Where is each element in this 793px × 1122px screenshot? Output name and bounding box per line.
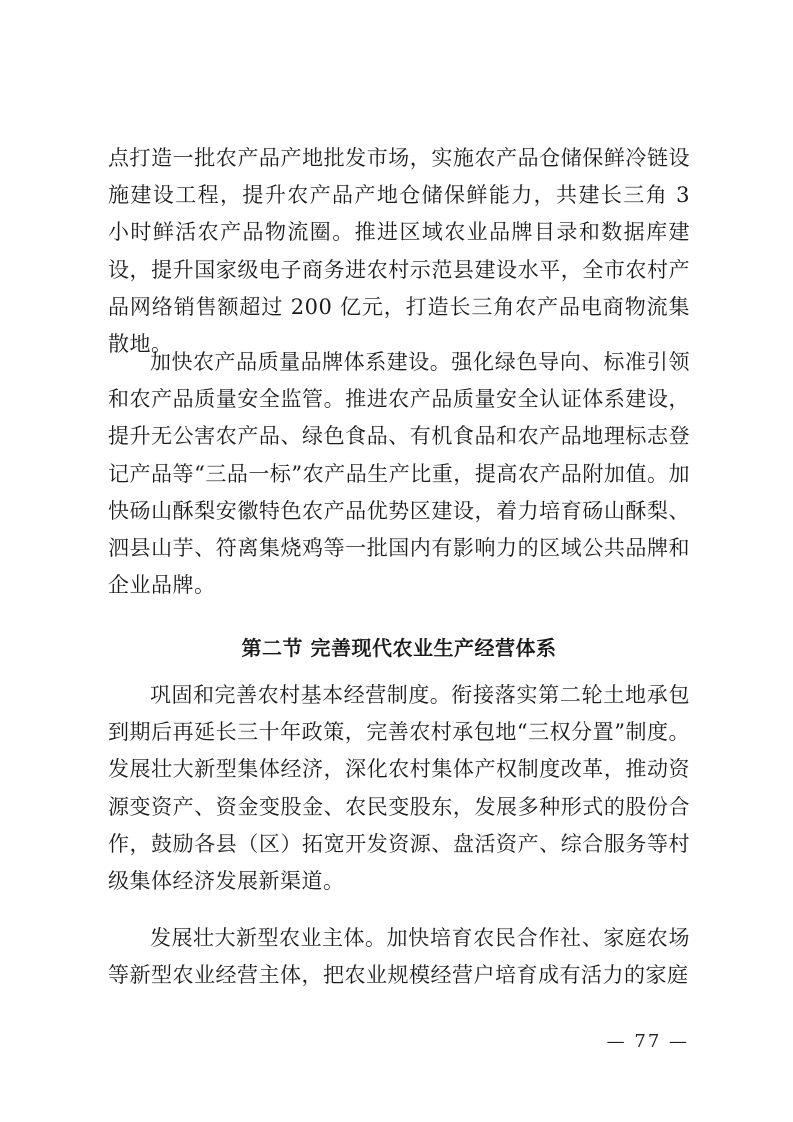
paragraph-4 bbox=[108, 920, 690, 994]
section-heading: 第二节 完善现代农业生产经营体系 bbox=[241, 636, 557, 660]
paragraph-text: 点打造一批农产品产地批发市场，实施农产品仓储保鲜冷链设施建设工程，提升农产品产地仓储保鲜能力，共建长三角 3 小时鲜活农产品物流圈。推进区域农业品牌目录和数据库建设，提升国家级电子商务进农村示范县建设水平，全市农村产品网络销售额超过 200 亿元，打造长三角农产品电商物流集散地。 bbox=[108, 146, 690, 357]
paragraph-1 bbox=[108, 140, 690, 363]
paragraph-text: 加快培育农民合作社、家庭农场等新型农业经营主体，把农业规模经营户培育成有活力的家庭 bbox=[108, 926, 690, 988]
paragraph-lead: 发展壮大新型农业主体。 bbox=[150, 926, 387, 950]
paragraph-2 bbox=[108, 344, 690, 604]
paragraph-lead: 加快农产品质量品牌体系建设。 bbox=[150, 350, 452, 374]
paragraph-text: 强化绿色导向、标准引领和农产品质量安全监管。推进农产品质量安全认证体系建设，提升无公害农产品、绿色食品、有机食品和农产品地理标志登记产品等“三品一标”农产品生产比重，提高农产品附加值。加快砀山酥梨安徽特色农产品优势区建设，着力培育砀山酥梨、泗县山芋、符离集烧鸡等一批国内有影响力的区域公共品牌和企业品牌。 bbox=[108, 350, 691, 598]
paragraph-3 bbox=[108, 677, 690, 900]
paragraph-lead: 巩固和完善农村基本经营制度。 bbox=[150, 683, 452, 707]
page-number: — 77 — bbox=[606, 1031, 689, 1052]
paragraph-text: 衔接落实第二轮土地承包到期后再延长三十年政策，完善农村承包地“三权分置”制度。发展壮大新型集体经济，深化农村集体产权制度改革，推动资源变资产、资金变股金、农民变股东，发展多种形式的股份合作，鼓励各县（区）拓宽开发资源、盘活资产、综合服务等村级集体经济发展新渠道。 bbox=[108, 683, 691, 894]
